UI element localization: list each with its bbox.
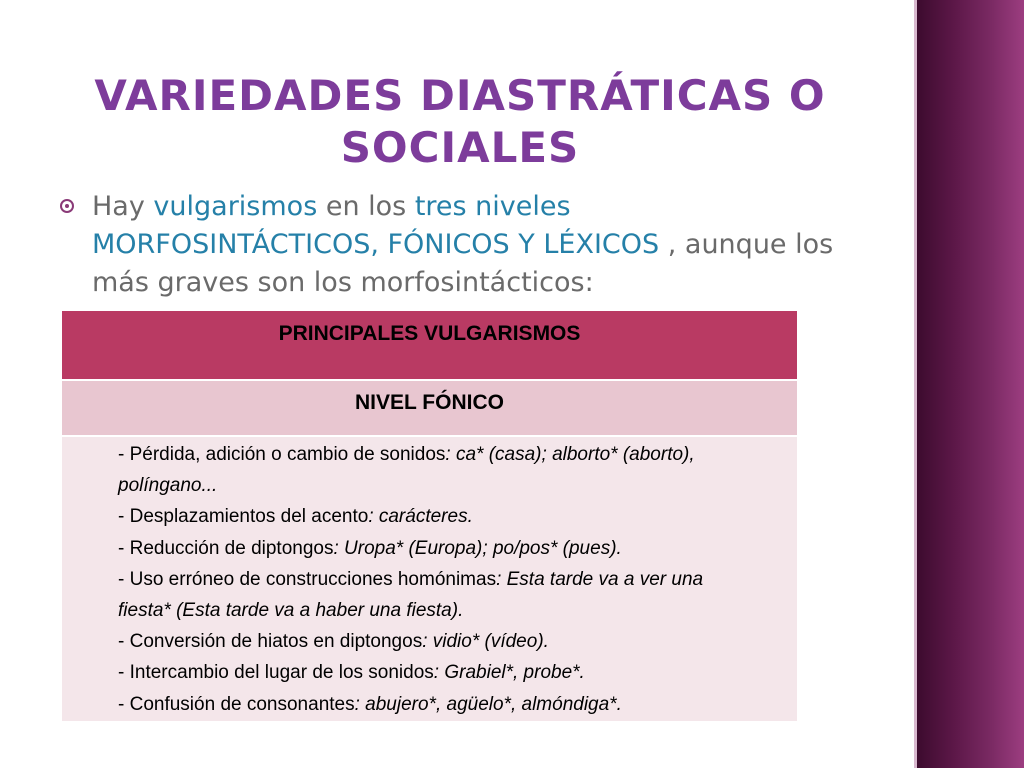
bullet-circle-icon	[60, 199, 74, 213]
highlight-tres-niveles: tres niveles MORFOSINTÁCTICOS, FÓNICOS Y LÉXICOS	[92, 191, 660, 260]
bullet-point	[60, 188, 840, 302]
table-subheader: NIVEL FÓNICO	[62, 381, 797, 437]
list-item	[118, 564, 757, 626]
highlight-vulgarismos: vulgarismos	[153, 191, 318, 222]
slide-title: VARIEDADES DIASTRÁTICAS O SOCIALES	[94, 71, 826, 172]
item-italic: : Uropa* (Europa); po/pos* (pues).	[333, 537, 622, 559]
item-plain: - Uso erróneo de construcciones homónimas	[118, 568, 497, 590]
list-item	[118, 439, 757, 501]
table-body	[62, 437, 797, 721]
item-plain: - Desplazamientos del acento	[118, 506, 369, 528]
item-italic: : abujero*, agüelo*, almóndiga*.	[354, 693, 622, 715]
table-header: PRINCIPALES VULGARISMOS	[62, 311, 797, 381]
bullet-text	[92, 188, 840, 302]
bullet-text-part: en los	[317, 191, 415, 222]
item-italic: : Grabiel*, probe*.	[433, 662, 585, 684]
vulgarismos-table	[62, 311, 797, 721]
list-item	[118, 657, 757, 688]
item-plain: - Confusión de consonantes	[118, 693, 355, 715]
item-italic: : Esta tarde va a ver una fiesta* (Esta tarde va a haber una fiesta).	[118, 568, 704, 622]
list-item	[118, 501, 757, 532]
item-plain: - Pérdida, adición o cambio de sonidos	[118, 444, 446, 465]
bullet-text-part: Hay	[92, 191, 154, 222]
list-item	[118, 626, 757, 657]
item-italic: : carácteres.	[368, 506, 473, 528]
item-plain: - Conversión de hiatos en diptongos	[118, 631, 423, 653]
item-plain: - Reducción de diptongos	[118, 537, 334, 559]
bullet-text-part: , aunque los más graves son los morfosintácticos:	[92, 229, 834, 298]
list-item	[118, 533, 757, 564]
decorative-side-bar	[914, 0, 1024, 768]
item-italic: : vidio* (vídeo).	[422, 631, 549, 653]
item-italic: : ca* (casa); alborto* (aborto), políngano...	[118, 444, 695, 497]
list-item	[118, 689, 757, 720]
item-plain: - Intercambio del lugar de los sonidos	[118, 662, 434, 684]
